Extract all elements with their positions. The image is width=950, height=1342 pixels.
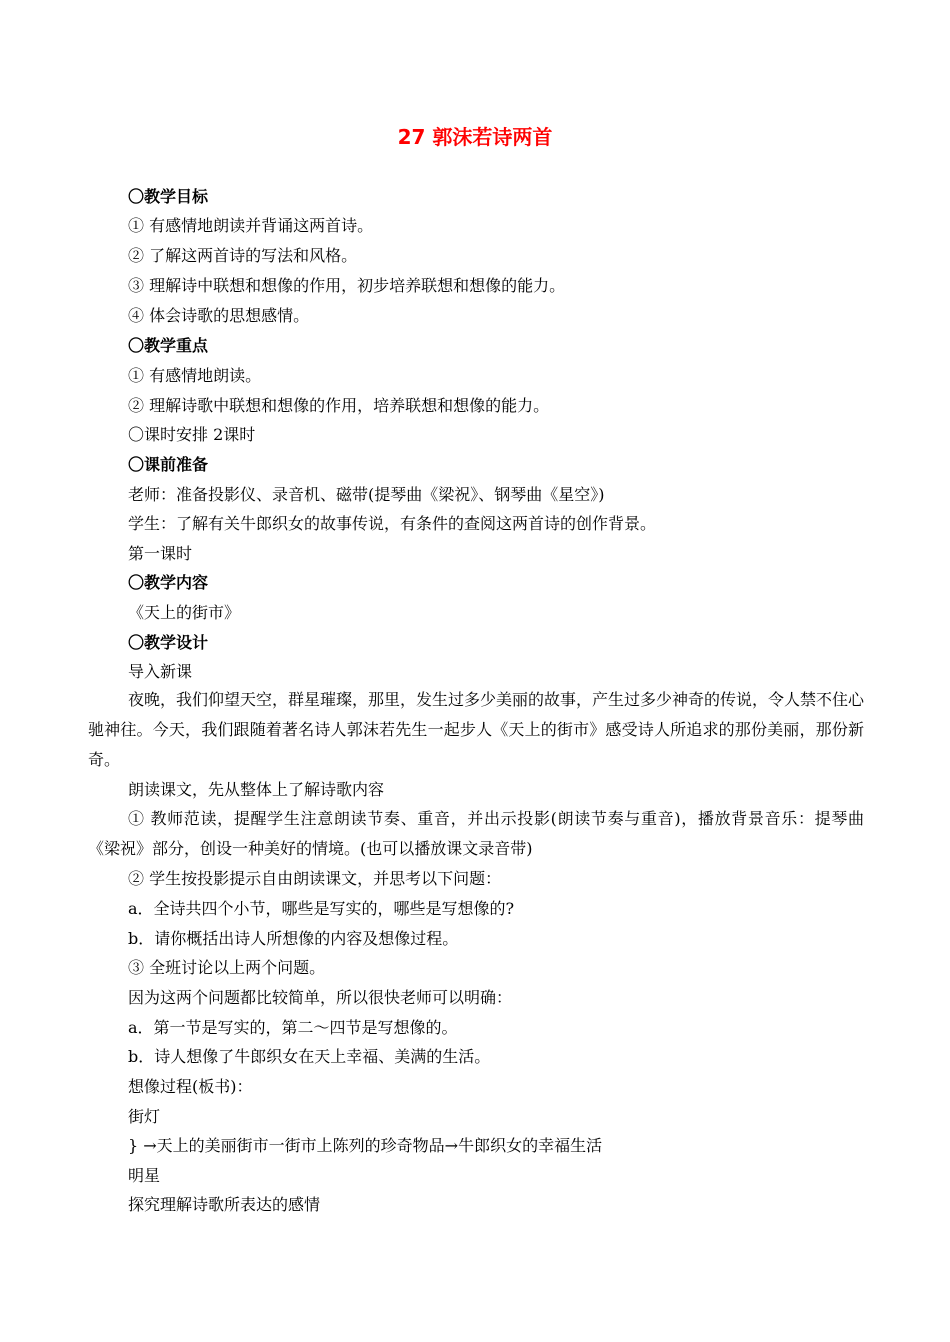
board-streetlight: 街灯 [128, 1107, 161, 1126]
answer-intro: 因为这两个问题都比较简单，所以很快老师可以明确： [128, 988, 513, 1007]
reading-label: 朗读课文，先从整体上了解诗歌内容 [128, 780, 385, 799]
goal-item-2: ② 了解这两首诗的写法和风格。 [128, 246, 358, 265]
board-star: 明星 [128, 1166, 161, 1185]
question-b: b．请你概括出诗人所想像的内容及想像过程。 [128, 929, 459, 948]
goal-item-3: ③ 理解诗中联想和想像的作用，初步培养联想和想像的能力。 [128, 276, 566, 295]
focus-item-2: ② 理解诗歌中联想和想像的作用，培养联想和想像的能力。 [128, 396, 550, 415]
reading-step-1: ① 教师范读，提醒学生注意朗读节奏、重音，并出示投影(朗读节奏与重音)，播放背景音乐：提琴曲《梁祝》部分，创设一种美好的情境。(也可以播放课文录音带) [88, 809, 864, 858]
prep-student: 学生：了解有关牛郎织女的故事传说，有条件的查阅这两首诗的创作背景。 [128, 514, 657, 533]
question-a: a．全诗共四个小节，哪些是写实的，哪些是写想像的? [128, 899, 515, 918]
heading-preparation: 〇课前准备 [128, 455, 209, 474]
focus-item-1: ① 有感情地朗读。 [128, 366, 262, 385]
heading-content: 〇教学内容 [128, 573, 209, 592]
heading-teaching-goals: 〇教学目标 [128, 187, 209, 206]
answer-a: a．第一节是写实的，第二～四节是写想像的。 [128, 1018, 458, 1037]
lesson-one-label: 第一课时 [128, 544, 193, 563]
board-label: 想像过程(板书)： [128, 1077, 253, 1096]
intro-paragraph: 夜晚，我们仰望天空，群星璀璨，那里，发生过多少美丽的故事，产生过多少神奇的传说，令人禁不住心驰神往。今天，我们跟随着著名诗人郭沫若先生一起步人《天上的街市》感受诗人所追求的那份美丽，那份新奇。 [88, 690, 865, 769]
answer-b: b．诗人想像了牛郎织女在天上幸福、美满的生活。 [128, 1047, 491, 1066]
page-title: 27 郭沫若诗两首 [397, 125, 553, 149]
poem-title: 《天上的街市》 [128, 603, 241, 622]
prep-teacher: 老师：准备投影仪、录音机、磁带(提琴曲《梁祝》、钢琴曲《星空》) [128, 485, 605, 504]
class-schedule: 〇课时安排 2课时 [128, 425, 256, 444]
board-flow: } →天上的美丽街市一街市上陈列的珍奇物品→牛郎织女的幸福生活 [128, 1136, 603, 1155]
heading-teaching-focus: 〇教学重点 [128, 336, 209, 355]
explore-label: 探究理解诗歌所表达的感情 [128, 1195, 321, 1214]
intro-label: 导入新课 [128, 662, 193, 681]
goal-item-1: ① 有感情地朗读并背诵这两首诗。 [128, 216, 374, 235]
reading-step-3: ③ 全班讨论以上两个问题。 [128, 958, 326, 977]
goal-item-4: ④ 体会诗歌的思想感情。 [128, 306, 310, 325]
reading-step-2: ② 学生按投影提示自由朗读课文，并思考以下问题： [128, 869, 502, 888]
heading-design: 〇教学设计 [128, 633, 209, 652]
